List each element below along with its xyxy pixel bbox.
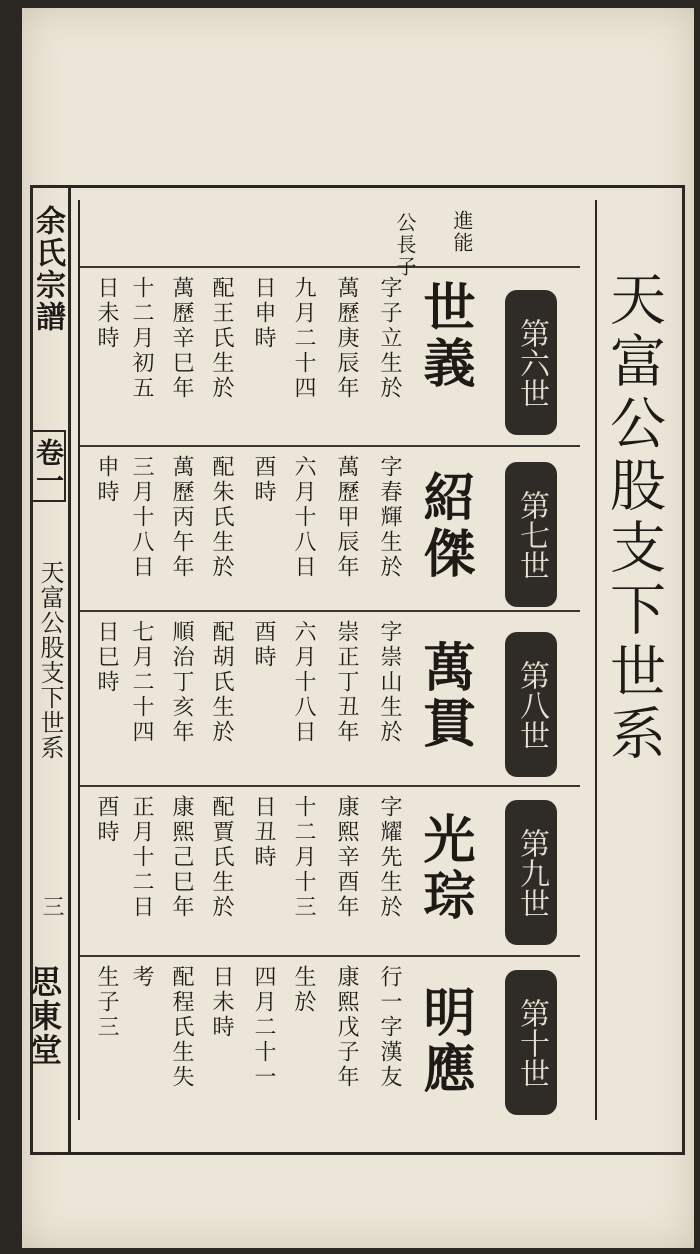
generation-badge: 第八世 (505, 632, 557, 777)
title-column-border (595, 200, 597, 1120)
generation-badge: 第七世 (505, 462, 557, 607)
detail-column: 行一字漢友 (377, 965, 402, 1090)
row-divider (80, 955, 580, 957)
detail-column: 十二月初五 (129, 276, 154, 401)
detail-column: 日丑時 (251, 795, 276, 870)
generation-badge: 第九世 (505, 800, 557, 945)
detail-column: 日未時 (94, 276, 119, 351)
person-name: 明應 (414, 985, 475, 1097)
detail-column: 酉時 (94, 795, 119, 845)
detail-column: 字崇山生於 (377, 620, 402, 745)
detail-column: 萬歷甲辰年 (334, 455, 359, 580)
detail-column: 生於 (291, 965, 316, 1015)
detail-column: 四月二十一 (251, 965, 276, 1090)
row-divider (80, 445, 580, 447)
person-name: 世義 (414, 280, 475, 392)
spine-border (68, 185, 71, 1155)
spine-section: 天富公股支下世系 (36, 560, 64, 760)
detail-column: 日未時 (209, 965, 234, 1040)
spine-book-title: 余氏宗譜 (30, 205, 65, 333)
detail-column: 萬歷庚辰年 (334, 276, 359, 401)
row-divider (80, 610, 580, 612)
detail-column: 日申時 (251, 276, 276, 351)
detail-column: 配程氏生失 (169, 965, 194, 1090)
detail-column: 配王氏生於 (209, 276, 234, 401)
inner-left-border (78, 200, 80, 1120)
detail-column: 申時 (94, 455, 119, 505)
detail-column: 萬歷辛巳年 (169, 276, 194, 401)
parent-note: 公長子 (393, 212, 417, 278)
spine-page-number: 三 (39, 895, 64, 917)
person-name: 萬貫 (414, 640, 475, 752)
detail-column: 七月二十四 (129, 620, 154, 745)
detail-column: 字春輝生於 (377, 455, 402, 580)
detail-column: 康熙辛酉年 (334, 795, 359, 920)
spine-hall-name: 思東堂 (25, 965, 63, 1067)
detail-column: 日巳時 (94, 620, 119, 695)
detail-column: 字子立生於 (377, 276, 402, 401)
detail-column: 順治丁亥年 (169, 620, 194, 745)
row-divider (80, 266, 580, 268)
generation-badge: 第十世 (505, 970, 557, 1115)
detail-column: 九月二十四 (291, 276, 316, 401)
detail-column: 配胡氏生於 (209, 620, 234, 745)
parent-note: 進能 (450, 210, 474, 254)
row-divider (80, 785, 580, 787)
detail-column: 十二月十三 (291, 795, 316, 920)
detail-column: 配賈氏生於 (209, 795, 234, 920)
detail-column: 生子三 (94, 965, 119, 1040)
person-name: 紹傑 (414, 470, 475, 582)
detail-column: 考 (129, 965, 154, 990)
detail-column: 字耀先生於 (377, 795, 402, 920)
detail-column: 三月十八日 (129, 455, 154, 580)
detail-column: 萬歷丙午年 (169, 455, 194, 580)
spine-volume: 卷一 (30, 430, 66, 502)
detail-column: 配朱氏生於 (209, 455, 234, 580)
detail-column: 崇正丁丑年 (334, 620, 359, 745)
detail-column: 六月十八日 (291, 455, 316, 580)
detail-column: 正月十二日 (129, 795, 154, 920)
page-title: 天富公股支下世系 (601, 270, 666, 766)
detail-column: 酉時 (251, 455, 276, 505)
detail-column: 康熙戊子年 (334, 965, 359, 1090)
generation-badge: 第六世 (505, 290, 557, 435)
detail-column: 酉時 (251, 620, 276, 670)
person-name: 光琮 (414, 812, 475, 924)
detail-column: 康熙己巳年 (169, 795, 194, 920)
detail-column: 六月十八日 (291, 620, 316, 745)
